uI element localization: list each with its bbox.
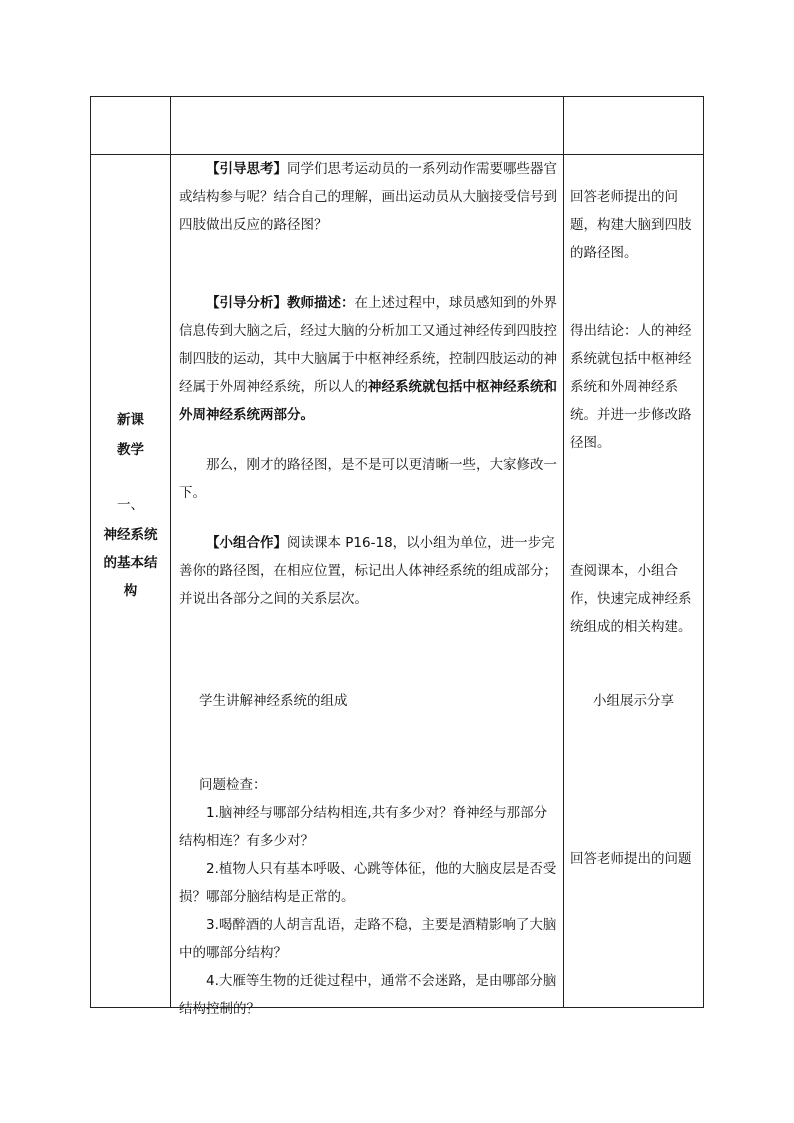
revise-paragraph: 那么，刚才的路径图，是不是可以更清晰一些，大家修改一下。 <box>179 457 557 501</box>
check-question-2: 2.植物人只有基本呼吸、心跳等体征，他的大脑皮层是否受损？哪部分脑结构是正常的。 <box>179 861 557 905</box>
guide-analysis-paragraph <box>171 289 563 429</box>
group-work-tag: 【小组合作】 <box>206 535 287 551</box>
student-answer-4: 小组展示分享 <box>593 693 674 709</box>
section-cell <box>91 155 171 1008</box>
guide-analysis-tag: 【引导分析】 <box>206 295 287 311</box>
teacher-activity-cell <box>171 155 564 1017</box>
guide-analysis-text: 在上述过程中，球员感知到的外界信息传到大脑之后，经过大脑的分析加工又通过神经传到四肢控制四肢的运动，其中大脑属于中枢神经系统，控制四肢运动的神经属于外周神经系统，所以人的 <box>179 295 557 395</box>
check-question-4: 4.大雁等生物的迁徙过程中，通常不会迷路，是由哪部分脑结构控制的？ <box>179 973 557 1017</box>
guide-think-text: 同学们思考运动员的一系列动作需要哪些器官或结构参与呢？结合自己的理解，画出运动员从大脑接受信号到四肢做出反应的路径图？ <box>179 161 557 233</box>
section-line-6: 构 <box>123 583 138 599</box>
student-answer-2: 得出结论：人的神经系统就包括中枢神经系统和外周神经系统。并进一步修改路径图。 <box>570 323 692 451</box>
student-answer-1: 回答老师提出的问题，构建大脑到四肢的路径图。 <box>570 189 692 261</box>
check-question-1: 1.脑神经与哪部分结构相连,共有多少对？脊神经与那部分结构相连？有多少对？ <box>179 805 548 849</box>
section-line-4: 神经系统 <box>103 527 158 543</box>
section-line-2: 教学 <box>117 442 144 458</box>
student-activity-cell <box>564 155 704 1008</box>
table-header-row <box>91 97 704 155</box>
group-work-paragraph <box>171 529 563 613</box>
guide-analysis-bold: 神经系统就包括中枢神经系统和外周神经系统两部分。 <box>179 379 557 423</box>
guide-think-tag: 【引导思考】 <box>206 161 287 177</box>
section-line-1: 新课 <box>117 412 144 428</box>
header-cell-3 <box>564 97 704 155</box>
check-title: 问题检查： <box>199 777 267 793</box>
guide-think-paragraph <box>171 155 563 239</box>
header-cell-1 <box>91 97 171 155</box>
group-work-text: 阅读课本 P16-18，以小组为单位，进一步完善你的路径图，在相应位置，标记出人体神经系统的组成部分；并说出各部分之间的关系层次。 <box>179 535 557 607</box>
header-cell-2 <box>171 97 564 155</box>
section-line-5: 的基本结 <box>103 555 158 571</box>
guide-analysis-teacher: 教师描述： <box>287 295 355 311</box>
student-answer-3: 查阅课本，小组合作，快速完成神经系统组成的相关构建。 <box>570 563 692 635</box>
student-explain-text: 学生讲解神经系统的组成 <box>199 693 348 709</box>
table-row <box>91 155 704 1008</box>
student-answer-5: 回答老师提出的问题 <box>570 851 692 867</box>
section-line-3: 一、 <box>117 497 144 513</box>
check-question-3: 3.喝醉酒的人胡言乱语，走路不稳，主要是酒精影响了大脑中的哪部分结构？ <box>179 917 557 961</box>
lesson-plan-table <box>90 96 704 1017</box>
